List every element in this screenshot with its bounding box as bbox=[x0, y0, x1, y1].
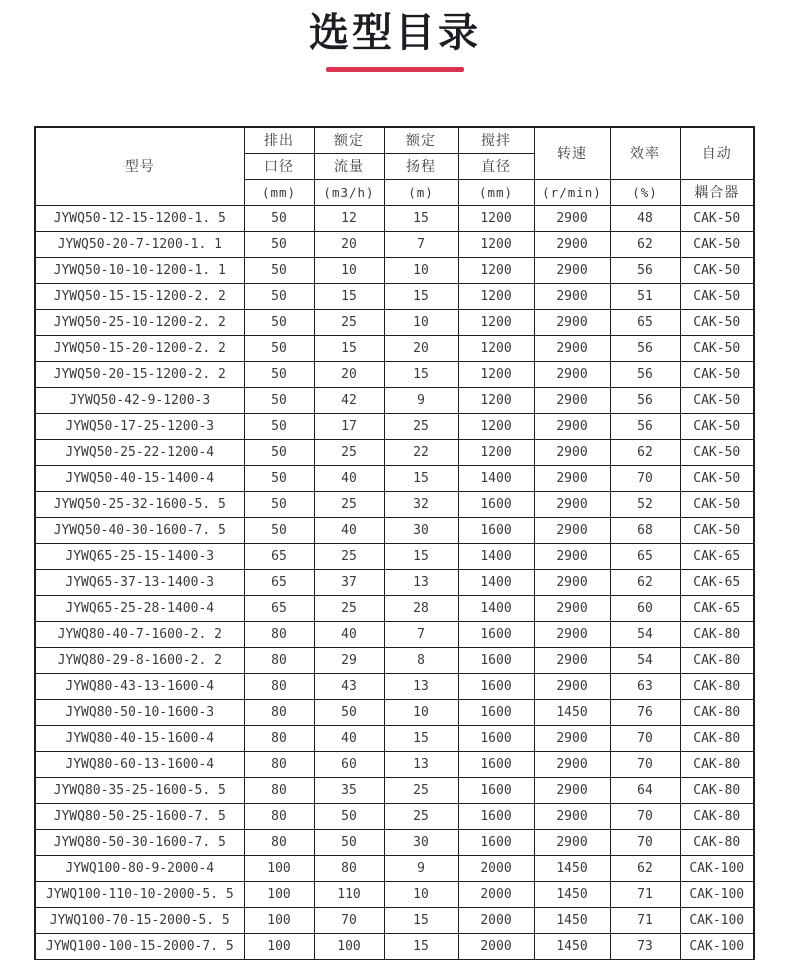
cell-auto-coupling: CAK-65 bbox=[680, 543, 754, 569]
cell-model: JYWQ50-17-25-1200-3 bbox=[35, 413, 244, 439]
table-row bbox=[35, 725, 754, 751]
cell-outlet-diameter: 50 bbox=[244, 439, 314, 465]
cell-outlet-diameter: 80 bbox=[244, 777, 314, 803]
table-row bbox=[35, 699, 754, 725]
cell-auto-coupling: CAK-100 bbox=[680, 855, 754, 881]
cell-mixing-diameter: 1600 bbox=[458, 803, 534, 829]
cell-auto-coupling: CAK-80 bbox=[680, 621, 754, 647]
table-row bbox=[35, 439, 754, 465]
cell-mixing-diameter: 2000 bbox=[458, 907, 534, 933]
cell-outlet-diameter: 50 bbox=[244, 387, 314, 413]
col-unit-flow: (m3/h) bbox=[314, 179, 384, 205]
cell-outlet-diameter: 65 bbox=[244, 595, 314, 621]
cell-outlet-diameter: 100 bbox=[244, 855, 314, 881]
table-row bbox=[35, 465, 754, 491]
cell-speed: 2900 bbox=[534, 361, 610, 387]
cell-rated-flow: 15 bbox=[314, 335, 384, 361]
cell-efficiency: 70 bbox=[610, 751, 680, 777]
cell-rated-head: 25 bbox=[384, 803, 458, 829]
cell-mixing-diameter: 1200 bbox=[458, 361, 534, 387]
cell-rated-head: 13 bbox=[384, 569, 458, 595]
col-unit-outlet: (mm) bbox=[244, 179, 314, 205]
cell-auto-coupling: CAK-50 bbox=[680, 413, 754, 439]
cell-model: JYWQ100-80-9-2000-4 bbox=[35, 855, 244, 881]
cell-efficiency: 71 bbox=[610, 907, 680, 933]
cell-rated-flow: 12 bbox=[314, 205, 384, 231]
cell-outlet-diameter: 50 bbox=[244, 231, 314, 257]
cell-model: JYWQ80-43-13-1600-4 bbox=[35, 673, 244, 699]
col-header-auto-coupling: 自动 bbox=[680, 127, 754, 179]
page-title: 选型目录 bbox=[309, 11, 481, 55]
cell-rated-head: 15 bbox=[384, 933, 458, 959]
table-row bbox=[35, 283, 754, 309]
table-row bbox=[35, 621, 754, 647]
cell-rated-head: 15 bbox=[384, 907, 458, 933]
cell-efficiency: 63 bbox=[610, 673, 680, 699]
cell-outlet-diameter: 100 bbox=[244, 881, 314, 907]
cell-speed: 2900 bbox=[534, 595, 610, 621]
cell-auto-coupling: CAK-100 bbox=[680, 881, 754, 907]
cell-outlet-diameter: 80 bbox=[244, 647, 314, 673]
cell-efficiency: 70 bbox=[610, 829, 680, 855]
col-header-mixing-line2: 直径 bbox=[458, 153, 534, 179]
cell-outlet-diameter: 65 bbox=[244, 543, 314, 569]
cell-speed: 2900 bbox=[534, 751, 610, 777]
cell-rated-head: 20 bbox=[384, 335, 458, 361]
cell-auto-coupling: CAK-80 bbox=[680, 725, 754, 751]
selection-table bbox=[34, 126, 755, 960]
cell-rated-head: 30 bbox=[384, 829, 458, 855]
table-row bbox=[35, 777, 754, 803]
col-header-flow-line1: 额定 bbox=[314, 127, 384, 153]
col-header-speed: 转速 bbox=[534, 127, 610, 179]
col-header-outlet-line1: 排出 bbox=[244, 127, 314, 153]
cell-rated-head: 7 bbox=[384, 231, 458, 257]
cell-model: JYWQ80-40-7-1600-2. 2 bbox=[35, 621, 244, 647]
cell-auto-coupling: CAK-50 bbox=[680, 205, 754, 231]
cell-mixing-diameter: 1600 bbox=[458, 647, 534, 673]
cell-model: JYWQ50-20-15-1200-2. 2 bbox=[35, 361, 244, 387]
cell-mixing-diameter: 1200 bbox=[458, 413, 534, 439]
cell-mixing-diameter: 1400 bbox=[458, 595, 534, 621]
cell-mixing-diameter: 1600 bbox=[458, 725, 534, 751]
cell-efficiency: 71 bbox=[610, 881, 680, 907]
cell-mixing-diameter: 1600 bbox=[458, 777, 534, 803]
cell-auto-coupling: CAK-50 bbox=[680, 309, 754, 335]
col-header-efficiency: 效率 bbox=[610, 127, 680, 179]
table-body bbox=[35, 205, 754, 960]
cell-speed: 1450 bbox=[534, 699, 610, 725]
col-unit-auto-coupling: 耦合器 bbox=[680, 179, 754, 205]
cell-efficiency: 48 bbox=[610, 205, 680, 231]
cell-auto-coupling: CAK-50 bbox=[680, 257, 754, 283]
cell-model: JYWQ50-25-10-1200-2. 2 bbox=[35, 309, 244, 335]
cell-efficiency: 64 bbox=[610, 777, 680, 803]
cell-rated-flow: 100 bbox=[314, 933, 384, 959]
table-row bbox=[35, 647, 754, 673]
cell-efficiency: 70 bbox=[610, 803, 680, 829]
cell-auto-coupling: CAK-50 bbox=[680, 491, 754, 517]
cell-rated-flow: 60 bbox=[314, 751, 384, 777]
cell-mixing-diameter: 1200 bbox=[458, 387, 534, 413]
cell-rated-head: 7 bbox=[384, 621, 458, 647]
cell-speed: 2900 bbox=[534, 335, 610, 361]
table-row bbox=[35, 751, 754, 777]
cell-outlet-diameter: 50 bbox=[244, 413, 314, 439]
cell-mixing-diameter: 1400 bbox=[458, 569, 534, 595]
cell-outlet-diameter: 100 bbox=[244, 933, 314, 959]
table-row bbox=[35, 205, 754, 231]
cell-efficiency: 56 bbox=[610, 257, 680, 283]
cell-auto-coupling: CAK-65 bbox=[680, 595, 754, 621]
cell-outlet-diameter: 50 bbox=[244, 491, 314, 517]
cell-model: JYWQ65-37-13-1400-3 bbox=[35, 569, 244, 595]
cell-mixing-diameter: 1200 bbox=[458, 231, 534, 257]
cell-model: JYWQ50-20-7-1200-1. 1 bbox=[35, 231, 244, 257]
cell-auto-coupling: CAK-80 bbox=[680, 673, 754, 699]
cell-mixing-diameter: 1600 bbox=[458, 621, 534, 647]
cell-rated-head: 25 bbox=[384, 777, 458, 803]
cell-rated-head: 9 bbox=[384, 387, 458, 413]
table-row bbox=[35, 387, 754, 413]
cell-rated-head: 32 bbox=[384, 491, 458, 517]
table-row bbox=[35, 881, 754, 907]
cell-auto-coupling: CAK-80 bbox=[680, 777, 754, 803]
cell-model: JYWQ80-60-13-1600-4 bbox=[35, 751, 244, 777]
cell-auto-coupling: CAK-65 bbox=[680, 569, 754, 595]
cell-speed: 2900 bbox=[534, 777, 610, 803]
cell-auto-coupling: CAK-80 bbox=[680, 699, 754, 725]
cell-auto-coupling: CAK-50 bbox=[680, 439, 754, 465]
cell-rated-head: 25 bbox=[384, 413, 458, 439]
cell-speed: 2900 bbox=[534, 517, 610, 543]
cell-model: JYWQ80-50-10-1600-3 bbox=[35, 699, 244, 725]
cell-rated-flow: 40 bbox=[314, 725, 384, 751]
cell-efficiency: 65 bbox=[610, 543, 680, 569]
table-row bbox=[35, 673, 754, 699]
cell-rated-flow: 25 bbox=[314, 595, 384, 621]
cell-rated-flow: 15 bbox=[314, 283, 384, 309]
cell-model: JYWQ50-40-30-1600-7. 5 bbox=[35, 517, 244, 543]
table-row bbox=[35, 907, 754, 933]
cell-outlet-diameter: 80 bbox=[244, 621, 314, 647]
cell-mixing-diameter: 1200 bbox=[458, 283, 534, 309]
cell-outlet-diameter: 80 bbox=[244, 725, 314, 751]
cell-efficiency: 73 bbox=[610, 933, 680, 959]
table-row bbox=[35, 829, 754, 855]
cell-speed: 2900 bbox=[534, 647, 610, 673]
cell-rated-head: 15 bbox=[384, 465, 458, 491]
cell-outlet-diameter: 50 bbox=[244, 517, 314, 543]
cell-outlet-diameter: 80 bbox=[244, 751, 314, 777]
cell-mixing-diameter: 1600 bbox=[458, 751, 534, 777]
cell-rated-flow: 20 bbox=[314, 361, 384, 387]
cell-efficiency: 56 bbox=[610, 361, 680, 387]
cell-efficiency: 54 bbox=[610, 621, 680, 647]
cell-outlet-diameter: 80 bbox=[244, 699, 314, 725]
table-row bbox=[35, 517, 754, 543]
cell-rated-flow: 25 bbox=[314, 309, 384, 335]
cell-rated-head: 22 bbox=[384, 439, 458, 465]
table-row bbox=[35, 595, 754, 621]
cell-efficiency: 62 bbox=[610, 231, 680, 257]
cell-mixing-diameter: 1600 bbox=[458, 673, 534, 699]
cell-rated-head: 10 bbox=[384, 257, 458, 283]
cell-model: JYWQ80-35-25-1600-5. 5 bbox=[35, 777, 244, 803]
cell-rated-head: 10 bbox=[384, 309, 458, 335]
cell-speed: 2900 bbox=[534, 439, 610, 465]
cell-auto-coupling: CAK-50 bbox=[680, 387, 754, 413]
cell-model: JYWQ80-40-15-1600-4 bbox=[35, 725, 244, 751]
cell-outlet-diameter: 65 bbox=[244, 569, 314, 595]
cell-rated-flow: 29 bbox=[314, 647, 384, 673]
cell-mixing-diameter: 1400 bbox=[458, 465, 534, 491]
cell-model: JYWQ80-50-25-1600-7. 5 bbox=[35, 803, 244, 829]
table-row bbox=[35, 361, 754, 387]
cell-rated-flow: 35 bbox=[314, 777, 384, 803]
cell-rated-head: 13 bbox=[384, 673, 458, 699]
cell-outlet-diameter: 100 bbox=[244, 907, 314, 933]
table-row bbox=[35, 413, 754, 439]
cell-speed: 2900 bbox=[534, 491, 610, 517]
cell-rated-flow: 37 bbox=[314, 569, 384, 595]
cell-outlet-diameter: 50 bbox=[244, 283, 314, 309]
cell-model: JYWQ50-12-15-1200-1. 5 bbox=[35, 205, 244, 231]
cell-efficiency: 56 bbox=[610, 335, 680, 361]
cell-rated-head: 10 bbox=[384, 881, 458, 907]
cell-outlet-diameter: 50 bbox=[244, 361, 314, 387]
cell-efficiency: 62 bbox=[610, 855, 680, 881]
cell-mixing-diameter: 2000 bbox=[458, 933, 534, 959]
cell-speed: 2900 bbox=[534, 257, 610, 283]
cell-speed: 1450 bbox=[534, 907, 610, 933]
cell-mixing-diameter: 1200 bbox=[458, 335, 534, 361]
cell-model: JYWQ80-29-8-1600-2. 2 bbox=[35, 647, 244, 673]
cell-efficiency: 68 bbox=[610, 517, 680, 543]
cell-efficiency: 76 bbox=[610, 699, 680, 725]
table-row bbox=[35, 803, 754, 829]
cell-model: JYWQ50-25-32-1600-5. 5 bbox=[35, 491, 244, 517]
cell-speed: 2900 bbox=[534, 543, 610, 569]
cell-speed: 1450 bbox=[534, 881, 610, 907]
cell-rated-head: 10 bbox=[384, 699, 458, 725]
cell-mixing-diameter: 1200 bbox=[458, 205, 534, 231]
cell-mixing-diameter: 1600 bbox=[458, 829, 534, 855]
table-row bbox=[35, 855, 754, 881]
cell-rated-flow: 40 bbox=[314, 465, 384, 491]
cell-rated-head: 15 bbox=[384, 205, 458, 231]
cell-auto-coupling: CAK-50 bbox=[680, 283, 754, 309]
cell-rated-head: 30 bbox=[384, 517, 458, 543]
table-row bbox=[35, 569, 754, 595]
cell-rated-head: 28 bbox=[384, 595, 458, 621]
cell-rated-flow: 20 bbox=[314, 231, 384, 257]
cell-mixing-diameter: 1600 bbox=[458, 517, 534, 543]
cell-auto-coupling: CAK-50 bbox=[680, 465, 754, 491]
cell-outlet-diameter: 50 bbox=[244, 205, 314, 231]
cell-efficiency: 54 bbox=[610, 647, 680, 673]
cell-rated-head: 15 bbox=[384, 361, 458, 387]
cell-model: JYWQ50-15-15-1200-2. 2 bbox=[35, 283, 244, 309]
cell-model: JYWQ50-25-22-1200-4 bbox=[35, 439, 244, 465]
cell-speed: 2900 bbox=[534, 283, 610, 309]
cell-rated-flow: 110 bbox=[314, 881, 384, 907]
cell-mixing-diameter: 1200 bbox=[458, 309, 534, 335]
cell-speed: 1450 bbox=[534, 855, 610, 881]
col-header-outlet-line2: 口径 bbox=[244, 153, 314, 179]
col-header-head-line1: 额定 bbox=[384, 127, 458, 153]
cell-outlet-diameter: 80 bbox=[244, 803, 314, 829]
cell-speed: 2900 bbox=[534, 205, 610, 231]
cell-mixing-diameter: 1600 bbox=[458, 699, 534, 725]
cell-model: JYWQ80-50-30-1600-7. 5 bbox=[35, 829, 244, 855]
cell-rated-flow: 50 bbox=[314, 699, 384, 725]
cell-speed: 2900 bbox=[534, 621, 610, 647]
cell-rated-flow: 80 bbox=[314, 855, 384, 881]
cell-auto-coupling: CAK-100 bbox=[680, 907, 754, 933]
cell-efficiency: 56 bbox=[610, 387, 680, 413]
table-row bbox=[35, 933, 754, 959]
cell-model: JYWQ65-25-28-1400-4 bbox=[35, 595, 244, 621]
cell-rated-head: 15 bbox=[384, 543, 458, 569]
cell-rated-flow: 50 bbox=[314, 803, 384, 829]
cell-model: JYWQ100-100-15-2000-7. 5 bbox=[35, 933, 244, 959]
cell-rated-head: 9 bbox=[384, 855, 458, 881]
cell-auto-coupling: CAK-50 bbox=[680, 517, 754, 543]
cell-rated-head: 13 bbox=[384, 751, 458, 777]
cell-mixing-diameter: 1200 bbox=[458, 439, 534, 465]
cell-speed: 2900 bbox=[534, 829, 610, 855]
cell-rated-flow: 17 bbox=[314, 413, 384, 439]
cell-efficiency: 65 bbox=[610, 309, 680, 335]
cell-model: JYWQ65-25-15-1400-3 bbox=[35, 543, 244, 569]
cell-model: JYWQ100-110-10-2000-5. 5 bbox=[35, 881, 244, 907]
table-row bbox=[35, 491, 754, 517]
cell-rated-flow: 25 bbox=[314, 543, 384, 569]
cell-efficiency: 51 bbox=[610, 283, 680, 309]
title-underline bbox=[326, 67, 464, 72]
col-header-flow-line2: 流量 bbox=[314, 153, 384, 179]
cell-speed: 2900 bbox=[534, 309, 610, 335]
cell-auto-coupling: CAK-50 bbox=[680, 335, 754, 361]
cell-model: JYWQ50-15-20-1200-2. 2 bbox=[35, 335, 244, 361]
cell-mixing-diameter: 1200 bbox=[458, 257, 534, 283]
col-unit-mixing: (mm) bbox=[458, 179, 534, 205]
cell-speed: 2900 bbox=[534, 673, 610, 699]
table-row bbox=[35, 309, 754, 335]
cell-efficiency: 70 bbox=[610, 725, 680, 751]
cell-rated-head: 15 bbox=[384, 725, 458, 751]
cell-outlet-diameter: 50 bbox=[244, 309, 314, 335]
cell-rated-flow: 70 bbox=[314, 907, 384, 933]
cell-efficiency: 70 bbox=[610, 465, 680, 491]
col-unit-head: (m) bbox=[384, 179, 458, 205]
col-unit-speed: (r/min) bbox=[534, 179, 610, 205]
cell-outlet-diameter: 80 bbox=[244, 673, 314, 699]
cell-rated-head: 15 bbox=[384, 283, 458, 309]
cell-model: JYWQ50-10-10-1200-1. 1 bbox=[35, 257, 244, 283]
table-row bbox=[35, 257, 754, 283]
cell-auto-coupling: CAK-100 bbox=[680, 933, 754, 959]
cell-efficiency: 60 bbox=[610, 595, 680, 621]
cell-speed: 1450 bbox=[534, 933, 610, 959]
cell-speed: 2900 bbox=[534, 231, 610, 257]
cell-mixing-diameter: 1600 bbox=[458, 491, 534, 517]
cell-auto-coupling: CAK-80 bbox=[680, 647, 754, 673]
cell-auto-coupling: CAK-80 bbox=[680, 751, 754, 777]
cell-model: JYWQ50-40-15-1400-4 bbox=[35, 465, 244, 491]
table-row bbox=[35, 335, 754, 361]
cell-rated-flow: 40 bbox=[314, 517, 384, 543]
cell-efficiency: 52 bbox=[610, 491, 680, 517]
cell-speed: 2900 bbox=[534, 465, 610, 491]
cell-efficiency: 62 bbox=[610, 569, 680, 595]
cell-rated-head: 8 bbox=[384, 647, 458, 673]
cell-rated-flow: 25 bbox=[314, 439, 384, 465]
cell-mixing-diameter: 1400 bbox=[458, 543, 534, 569]
cell-model: JYWQ50-42-9-1200-3 bbox=[35, 387, 244, 413]
cell-rated-flow: 43 bbox=[314, 673, 384, 699]
cell-rated-flow: 40 bbox=[314, 621, 384, 647]
cell-rated-flow: 50 bbox=[314, 829, 384, 855]
cell-speed: 2900 bbox=[534, 413, 610, 439]
cell-speed: 2900 bbox=[534, 569, 610, 595]
col-unit-efficiency: (%) bbox=[610, 179, 680, 205]
col-header-model: 型号 bbox=[35, 127, 244, 205]
cell-rated-flow: 42 bbox=[314, 387, 384, 413]
cell-efficiency: 56 bbox=[610, 413, 680, 439]
cell-auto-coupling: CAK-50 bbox=[680, 231, 754, 257]
table-header bbox=[35, 127, 754, 205]
cell-outlet-diameter: 50 bbox=[244, 335, 314, 361]
cell-auto-coupling: CAK-50 bbox=[680, 361, 754, 387]
cell-mixing-diameter: 2000 bbox=[458, 881, 534, 907]
cell-model: JYWQ100-70-15-2000-5. 5 bbox=[35, 907, 244, 933]
col-header-mixing-line1: 搅拌 bbox=[458, 127, 534, 153]
cell-rated-flow: 10 bbox=[314, 257, 384, 283]
cell-auto-coupling: CAK-80 bbox=[680, 803, 754, 829]
cell-speed: 2900 bbox=[534, 803, 610, 829]
cell-mixing-diameter: 2000 bbox=[458, 855, 534, 881]
cell-outlet-diameter: 80 bbox=[244, 829, 314, 855]
table-row bbox=[35, 543, 754, 569]
cell-speed: 2900 bbox=[534, 387, 610, 413]
cell-outlet-diameter: 50 bbox=[244, 465, 314, 491]
table-row bbox=[35, 231, 754, 257]
col-header-head-line2: 扬程 bbox=[384, 153, 458, 179]
cell-rated-flow: 25 bbox=[314, 491, 384, 517]
cell-speed: 2900 bbox=[534, 725, 610, 751]
cell-outlet-diameter: 50 bbox=[244, 257, 314, 283]
cell-auto-coupling: CAK-80 bbox=[680, 829, 754, 855]
cell-efficiency: 62 bbox=[610, 439, 680, 465]
